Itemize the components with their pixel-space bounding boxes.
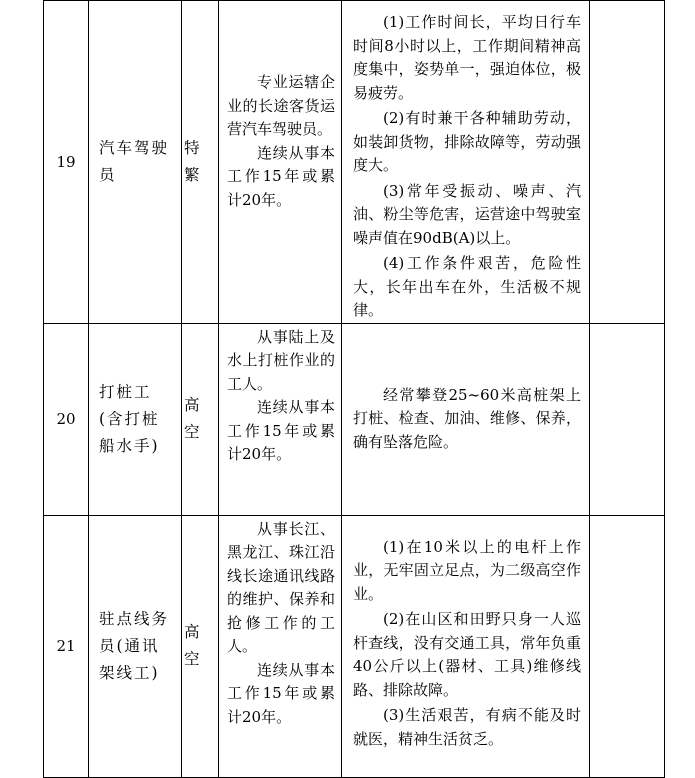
- condition-text: 连续从事本工作15年或累计20年。: [227, 398, 335, 463]
- description-text: (3)常年受振动、噪声、汽油、粉尘等危害，运营途中驾驶室噪声值在90dB(A)以上。: [353, 181, 581, 247]
- description-text: 经常攀登25~60米高桩架上打桩、检查、加油、维修、保养，确有坠落危险。: [353, 385, 581, 451]
- description-text: (2)在山区和田野只身一人巡杆查线，没有交通工具，常年负重40公斤以上(器材、工具)维修线路、排除故障。: [353, 610, 581, 699]
- description-text: (1)工作时间长，平均日行车时间8小时以上，工作期间精神高度集中，姿势单一，强迫体位，极易疲劳。: [353, 13, 581, 102]
- row-number: 20: [44, 323, 89, 515]
- condition-text: 从事长江、黑龙江、珠江沿线长途通讯线路的维护、保养和抢修工作的工人。: [227, 519, 335, 655]
- description-text: (1)在10米以上的电杆上作业，无牢固立足点，为二级高空作业。: [353, 537, 581, 603]
- remarks-cell: [590, 1, 665, 324]
- row-number: 21: [44, 515, 89, 777]
- row-number: 19: [44, 1, 89, 324]
- remarks-cell: [590, 323, 665, 515]
- job-description: [342, 1, 590, 324]
- description-text: (3)生活艰苦，有病不能及时就医，精神生活贫乏。: [353, 706, 581, 748]
- job-table: [43, 0, 665, 778]
- job-conditions: [219, 323, 342, 515]
- condition-text: 从事陆上及水上打桩作业的工人。: [227, 327, 335, 393]
- table-row: [44, 515, 665, 777]
- job-name: 汽车驾驶员: [89, 1, 182, 324]
- job-kind: [182, 515, 219, 777]
- job-conditions: [219, 515, 342, 777]
- job-kind-text: 高空: [184, 623, 200, 668]
- description-text: (2)有时兼干各种辅助劳动，如装卸货物，排除故障等，劳动强度大。: [353, 109, 581, 174]
- job-kind: [182, 1, 219, 324]
- job-name: 打桩工(含打桩船水手): [89, 323, 182, 515]
- job-conditions: [219, 1, 342, 324]
- job-description: [342, 323, 590, 515]
- condition-text: 连续从事本工作15年或累计20年。: [227, 660, 335, 726]
- job-name: 驻点线务员(通讯架线工): [89, 515, 182, 777]
- condition-text: 专业运辖企业的长途客货运营汽车驾驶员。: [227, 73, 335, 138]
- job-description: [342, 515, 590, 777]
- job-kind-text: 特繁: [184, 138, 200, 184]
- job-kind-text: 高空: [184, 396, 200, 441]
- description-text: (4)工作条件艰苦，危险性大，长年出车在外，生活极不规律。: [353, 254, 581, 319]
- table-row: [44, 1, 665, 324]
- condition-text: 连续从事本工作15年或累计20年。: [227, 143, 335, 209]
- job-kind: [182, 323, 219, 515]
- table-row: [44, 323, 665, 515]
- remarks-cell: [590, 515, 665, 777]
